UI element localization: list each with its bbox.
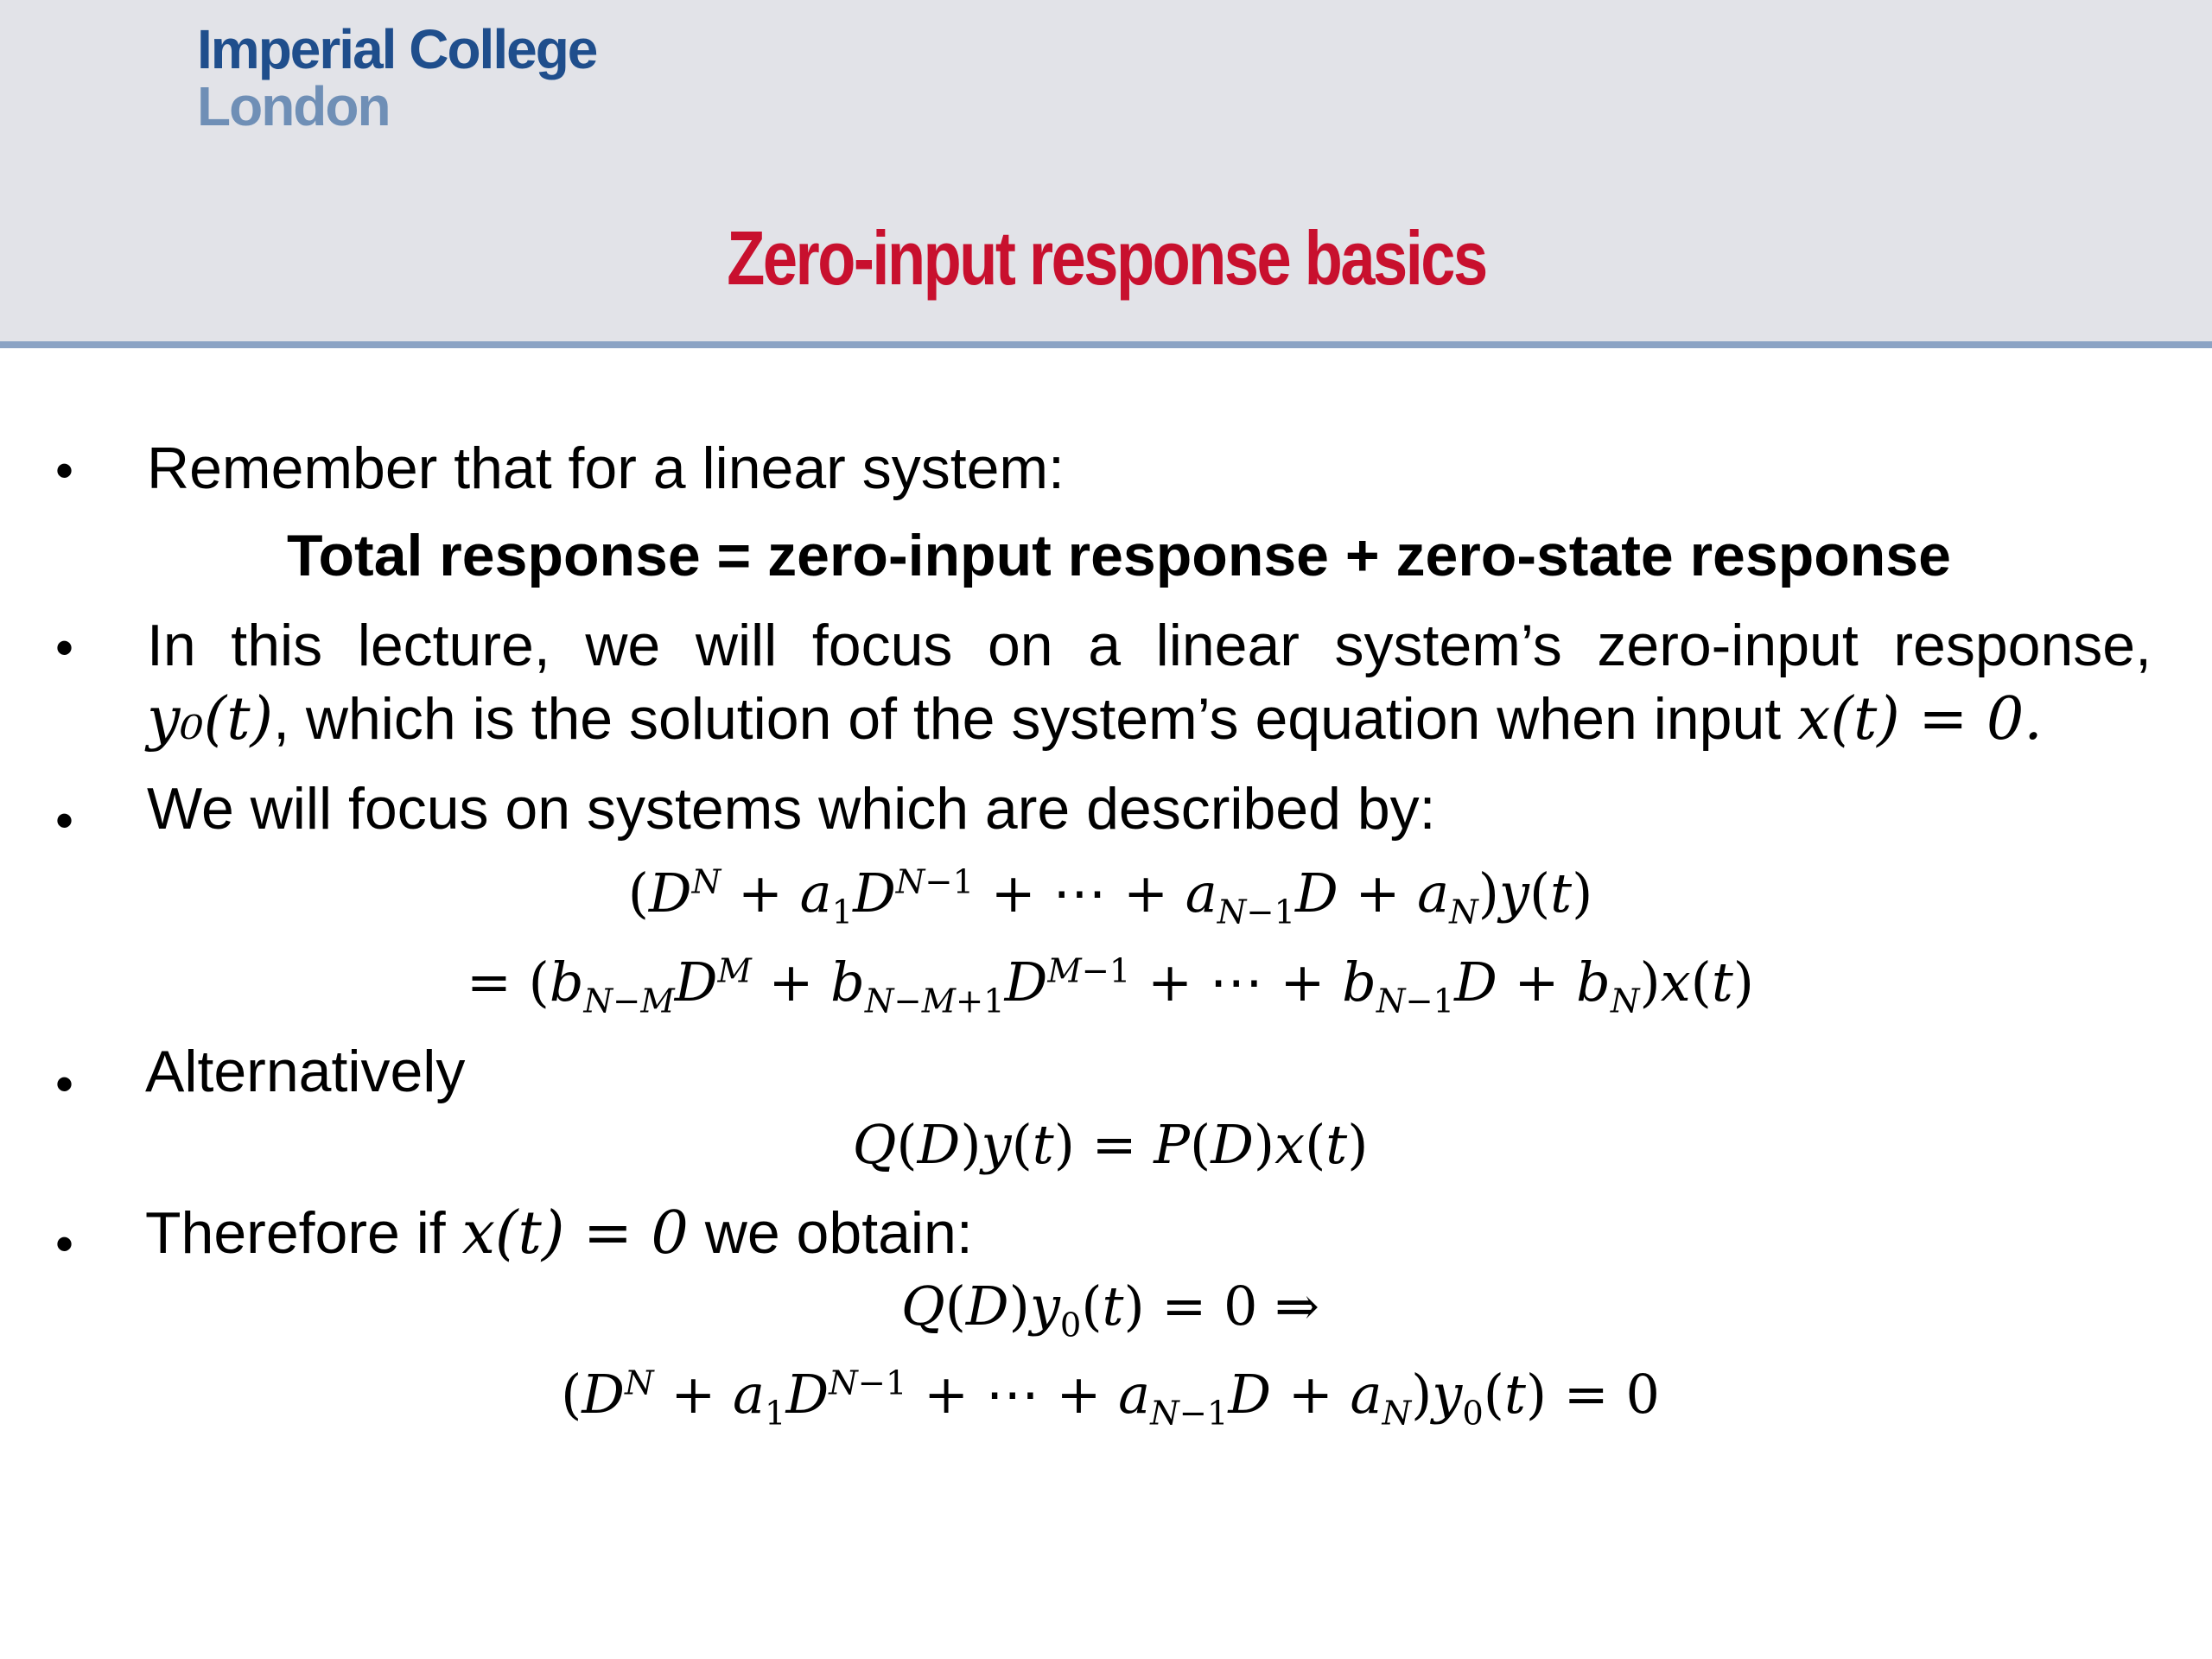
bullet-dot: • bbox=[55, 791, 74, 849]
equation-3-line1: $Q(D)y_0(t) = 0$ ⇒ bbox=[900, 1274, 1320, 1345]
bullet-text-5-a: Therefore if bbox=[145, 1200, 446, 1266]
slide-header bbox=[0, 0, 2212, 348]
equation-1-line2: = ($b_{N-M}D^M + b_{N-M+1}D^{M-1}$ + ⋯ + $b_{N-1}D + b_N)x(t)$ bbox=[466, 950, 1754, 1021]
logo-line2: London bbox=[197, 75, 390, 137]
y0t-symbol: y₀(t) bbox=[147, 685, 274, 753]
bullet-dot: • bbox=[55, 1055, 74, 1113]
bullet-text-4: Alternatively bbox=[145, 1039, 466, 1104]
equation-1-line1: ($D^N + a_1D^{N-1}$ + ⋯ + $a_{N-1}D + a_N)y(t)$ bbox=[627, 861, 1593, 932]
total-response-statement: Total response = zero-input response + zero-state response bbox=[287, 523, 1951, 588]
bullet-text-5 bbox=[145, 1198, 973, 1268]
bullet-text-2-line2 bbox=[147, 684, 2043, 754]
bullet-dot: • bbox=[55, 442, 74, 499]
bullet-text-1: Remember that for a linear system: bbox=[147, 435, 1065, 501]
slide-title: Zero-input response basics bbox=[727, 215, 1486, 301]
imperial-logo bbox=[197, 18, 597, 137]
input-zero-expression: x(t) = 0. bbox=[1797, 685, 2043, 753]
x-zero-expression: x(t) = 0 bbox=[461, 1199, 689, 1268]
bullet-dot: • bbox=[55, 1215, 74, 1273]
logo-line1: Imperial College bbox=[197, 18, 597, 80]
equation-2: Q(D)y(t) = P(D)x(t) bbox=[852, 1113, 1369, 1176]
bullet-text-5-b: we obtain: bbox=[704, 1200, 973, 1266]
bullet-text-2-line1: In this lecture, we will focus on a linear system’s zero-input response, bbox=[147, 613, 2152, 678]
bullet-text-3: We will focus on systems which are described by: bbox=[147, 776, 1436, 842]
bullet-text-2-mid: , which is the solution of the system’s equation when input bbox=[273, 686, 1782, 752]
equation-3-line2: ($D^N + a_1D^{N-1}$ + ⋯ + $a_{N-1}D + a_N)y_0(t) = 0$ bbox=[561, 1363, 1660, 1433]
bullet-dot: • bbox=[55, 619, 74, 677]
